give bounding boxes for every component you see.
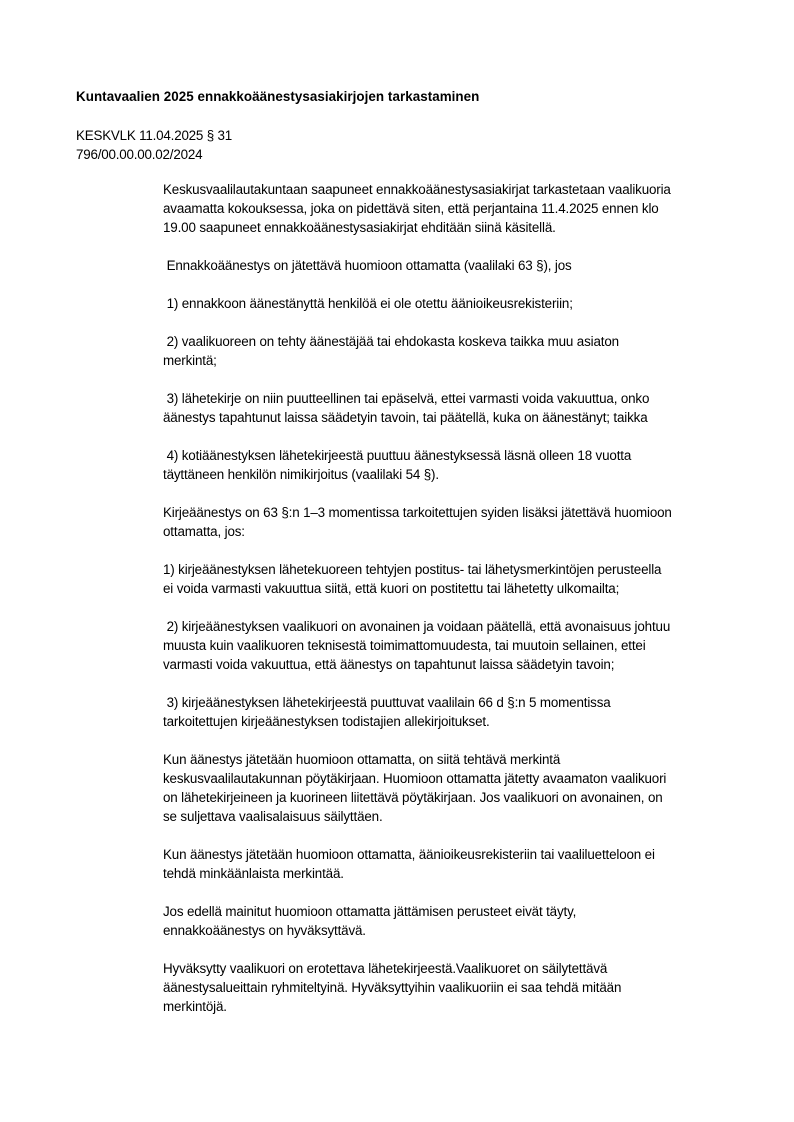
paragraph-intro [163, 180, 743, 237]
text-line: on lähetekirjeineen ja kuorineen liitettävä pöytäkirjaan. Jos vaalikuori on avonainen, on [163, 790, 663, 805]
list-item-advance-4 [163, 446, 743, 484]
text-line: muusta kuin vaalikuoren teknisestä toimimattomuudesta, tai muutoin sellainen, ettei [163, 638, 646, 653]
list-item-letter-1 [163, 560, 743, 598]
paragraph-accepted-envelopes [163, 959, 743, 1016]
list-item-advance-3 [163, 389, 743, 427]
text-line: tehdä minkäänlaista merkintää. [163, 866, 344, 881]
text-line: 2) vaalikuoreen on tehty äänestäjää tai ehdokasta koskeva taikka muu asiaton [163, 334, 619, 349]
text-line: avaamatta kokouksessa, joka on pidettävä siten, että perjantaina 11.4.2025 ennen klo [163, 201, 659, 216]
text-line: 1) ennakkoon äänestänyttä henkilöä ei ole otettu äänioikeusrekisteriin; [163, 296, 573, 311]
text-line: Kirjeäänestys on 63 §:n 1–3 momentissa tarkoitettujen syiden lisäksi jätettävä huomioon [163, 505, 672, 520]
document-body [163, 180, 743, 1035]
text-line: äänestys tapahtunut laissa säädetyin tavoin, tai päätellä, kuka on äänestänyt; taikka [163, 410, 648, 425]
text-line: 2) kirjeäänestyksen vaalikuori on avonainen ja voidaan päätellä, että avonaisuus johtuu [163, 619, 671, 634]
text-line: tarkoitettujen kirjeäänestyksen todistajien allekirjoitukset. [163, 714, 490, 729]
text-line: täyttäneen henkilön nimikirjoitus (vaalilaki 54 §). [163, 467, 439, 482]
text-line: 19.00 saapuneet ennakkoäänestysasiakirjat ehditään siinä käsitellä. [163, 220, 556, 235]
text-line: merkintöjä. [163, 999, 227, 1014]
text-line: ei voida varmasti vakuuttua siitä, että kuori on postitettu tai lähetetty ulkomailta; [163, 581, 620, 596]
paragraph-rejection-record [163, 750, 743, 826]
text-line: 3) lähetekirje on niin puutteellinen tai epäselvä, ettei varmasti voida vakuuttua, onko [163, 391, 650, 406]
text-line: äänestysalueittain ryhmiteltyinä. Hyväksyttyihin vaalikuoriin ei saa tehdä mitään [163, 980, 622, 995]
case-number: 796/00.00.00.02/2024 [76, 147, 203, 162]
text-line: Ennakkoäänestys on jätettävä huomioon ottamatta (vaalilaki 63 §), jos [163, 258, 572, 273]
text-line: Kun äänestys jätetään huomioon ottamatta, on siitä tehtävä merkintä [163, 752, 561, 767]
document-title: Kuntavaalien 2025 ennakkoäänestysasiakirjojen tarkastaminen [76, 89, 480, 104]
paragraph-advance-vote-rule [163, 256, 743, 275]
list-item-advance-1 [163, 294, 743, 313]
text-line: 3) kirjeäänestyksen lähetekirjeestä puuttuvat vaalilain 66 d §:n 5 momentissa [163, 695, 611, 710]
list-item-letter-3 [163, 693, 743, 731]
text-line: varmasti voida vakuuttua, että äänestys on tapahtunut laissa säädetyin tavoin; [163, 657, 615, 672]
list-item-letter-2 [163, 617, 743, 674]
text-line: Keskusvaalilautakuntaan saapuneet ennakkoäänestysasiakirjat tarkastetaan vaalikuoria [163, 182, 671, 197]
text-line: keskusvaalilautakunnan pöytäkirjaan. Huomioon ottamatta jätetty avaamaton vaalikuori [163, 771, 667, 786]
text-line: merkintä; [163, 353, 217, 368]
text-line: ennakkoäänestys on hyväksyttävä. [163, 923, 366, 938]
text-line: Jos edellä mainitut huomioon ottamatta jättämisen perusteet eivät täyty, [163, 904, 577, 919]
text-line: ottamatta, jos: [163, 524, 245, 539]
text-line: 1) kirjeäänestyksen lähetekuoreen tehtyjen postitus- tai lähetysmerkintöjen perusteella [163, 562, 662, 577]
list-item-advance-2 [163, 332, 743, 370]
text-line: Hyväksytty vaalikuori on erotettava lähetekirjeestä.Vaalikuoret on säilytettävä [163, 961, 608, 976]
paragraph-acceptance [163, 902, 743, 940]
text-line: 4) kotiäänestyksen lähetekirjeestä puuttuu äänestyksessä läsnä olleen 18 vuotta [163, 448, 632, 463]
text-line: Kun äänestys jätetään huomioon ottamatta, äänioikeusrekisteriin tai vaaliluetteloon ei [163, 847, 655, 862]
paragraph-letter-vote-rule [163, 503, 743, 541]
paragraph-no-register-entry [163, 845, 743, 883]
meeting-reference: KESKVLK 11.04.2025 § 31 [76, 128, 232, 143]
text-line: se suljettava vaalisalaisuus säilyttäen. [163, 809, 383, 824]
